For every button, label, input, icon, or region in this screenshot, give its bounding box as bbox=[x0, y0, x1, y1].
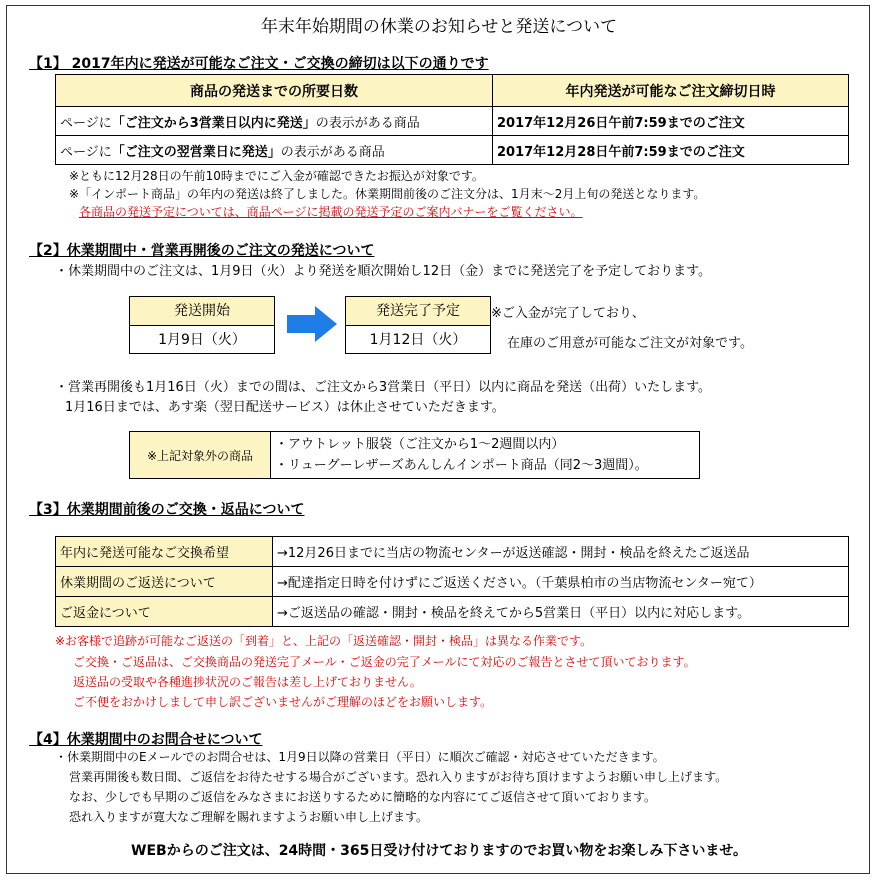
page-title: 年末年始期間の休業のお知らせと発送について bbox=[260, 17, 618, 37]
section3-red-note: ご交換・ご返品は、ご交換商品の発送完了メール・ご返金の完了メールにて対応のご報告とさせて頂いております。 bbox=[73, 655, 696, 669]
list-item: ・リューグーレザーズあんしんインポート商品（同2～3週間）。 bbox=[275, 458, 648, 473]
section2-text: ・営業再開後も1月16日（火）までの間は、ご注文から3営業日（平日）以内に商品を発送（出荷）いたします。 bbox=[55, 380, 712, 395]
excluded-label: ※上記対象外の商品 bbox=[130, 432, 271, 479]
footer-message: WEBからのご注文は、24時間・365日受け付けておりますのでお買い物をお楽しみ下さいませ。 bbox=[131, 843, 747, 859]
section1-heading: 【1】 2017年内に発送が可能なご注文・ご交換の締切は以下の通りです bbox=[29, 56, 489, 72]
section3-red-note: 返送品の受取や各種進捗状況のご報告は差し上げておりません。 bbox=[73, 675, 422, 689]
table-row bbox=[56, 597, 849, 627]
returns-value: →ご返送品の確認・開封・検品を終えてから5営業日（平日）以内に対応します。 bbox=[273, 597, 849, 627]
section2-text: 1月16日までは、あす楽（翌日配送サービス）は休止させていただきます。 bbox=[65, 400, 505, 415]
section4-text: 恐れ入りますが寛大なご理解を賜れますようお願い申し上げます。 bbox=[69, 810, 429, 824]
ship-side-note: 在庫のご用意が可能なご注文が対象です。 bbox=[507, 336, 753, 351]
returns-label: 年内に発送可能なご交換希望 bbox=[56, 537, 273, 567]
ship-start-label: 発送開始 bbox=[130, 297, 274, 326]
returns-table bbox=[55, 536, 849, 627]
returns-value: →12月26日までに当店の物流センターが返送確認・開封・検品を終えたご返送品 bbox=[273, 537, 849, 567]
table-row bbox=[56, 107, 849, 136]
table-row bbox=[56, 136, 849, 165]
deadline-header-cutoff: 年内発送が可能なご注文締切日時 bbox=[493, 75, 849, 107]
ship-side-note: ※ご入金が完了しており、 bbox=[491, 306, 645, 321]
arrow-right-icon bbox=[287, 306, 337, 342]
ship-complete-label: 発送完了予定 bbox=[346, 297, 490, 326]
section4-text: なお、少しでも早期のご返信をみなさまにお送りするために簡略的な内容にてご返信させて頂いております。 bbox=[69, 790, 657, 804]
deadline-row-desc: ページに「ご注文から3営業日以内に発送」の表示がある商品 bbox=[56, 107, 493, 136]
list-item: ・アウトレット服袋（ご注文から1～2週間以内） bbox=[275, 437, 565, 452]
section3-red-note: ※お客様で追跡が可能なご返送の「到着」と、上記の「返送確認・開封・検品」は異なる作業です。 bbox=[55, 634, 593, 648]
section3-heading: 【3】休業期間前後のご交換・返品について bbox=[29, 502, 305, 518]
section4-text: ・休業期間中のEメールでのお問合せは、1月9日以降の営業日（平日）に順次ご確認・対応させていただきます。 bbox=[55, 750, 665, 764]
section1-red-note: 各商品の発送予定については、商品ページに掲載の発送予定のご案内バナーをご覧ください。 bbox=[79, 205, 583, 219]
ship-start-box bbox=[129, 296, 275, 354]
section1-note: ※ともに12月28日の午前10時までにご入金が確認できたお振込が対象です。 bbox=[69, 169, 484, 183]
deadline-row-cutoff: 2017年12月28日午前7:59までのご注文 bbox=[493, 136, 849, 165]
section3-red-note: ご不便をおかけしまして申し訳ございませんがご理解のほどをお願いします。 bbox=[73, 695, 493, 709]
ship-start-date: 1月9日（火） bbox=[158, 332, 246, 348]
section2-heading: 【2】休業期間中・営業再開後のご注文の発送について bbox=[29, 243, 375, 259]
section4-heading: 【4】休業期間中のお問合せについて bbox=[29, 732, 263, 748]
ship-complete-box bbox=[345, 296, 491, 354]
table-row bbox=[56, 537, 849, 567]
deadline-header-days: 商品の発送までの所要日数 bbox=[56, 75, 493, 107]
excluded-items-table bbox=[129, 431, 700, 479]
section1-note: ※「インポート商品」の年内の発送は終了しました。休業期間前後のご注文分は、1月末～2月上旬の発送となります。 bbox=[69, 187, 706, 201]
table-row bbox=[56, 567, 849, 597]
returns-value: →配達指定日時を付けずにご返送ください。（千葉県柏市の当店物流センター宛て） bbox=[273, 567, 849, 597]
deadline-table bbox=[55, 74, 849, 165]
section2-text: ・休業期間中のご注文は、1月9日（火）より発送を順次開始し12日（金）までに発送完了を予定しております。 bbox=[55, 264, 712, 279]
ship-complete-date: 1月12日（火） bbox=[369, 332, 467, 348]
deadline-row-desc: ページに「ご注文の翌営業日に発送」の表示がある商品 bbox=[56, 136, 493, 165]
returns-label: ご返金について bbox=[56, 597, 273, 627]
deadline-row-cutoff: 2017年12月26日午前7:59までのご注文 bbox=[493, 107, 849, 136]
notice-frame bbox=[6, 5, 870, 874]
excluded-items bbox=[271, 432, 700, 479]
returns-label: 休業期間のご返送について bbox=[56, 567, 273, 597]
section4-text: 営業再開後も数日間、ご返信をお待たせする場合がございます。恐れ入りますがお待ち頂けますようお願い申し上げます。 bbox=[69, 770, 728, 784]
